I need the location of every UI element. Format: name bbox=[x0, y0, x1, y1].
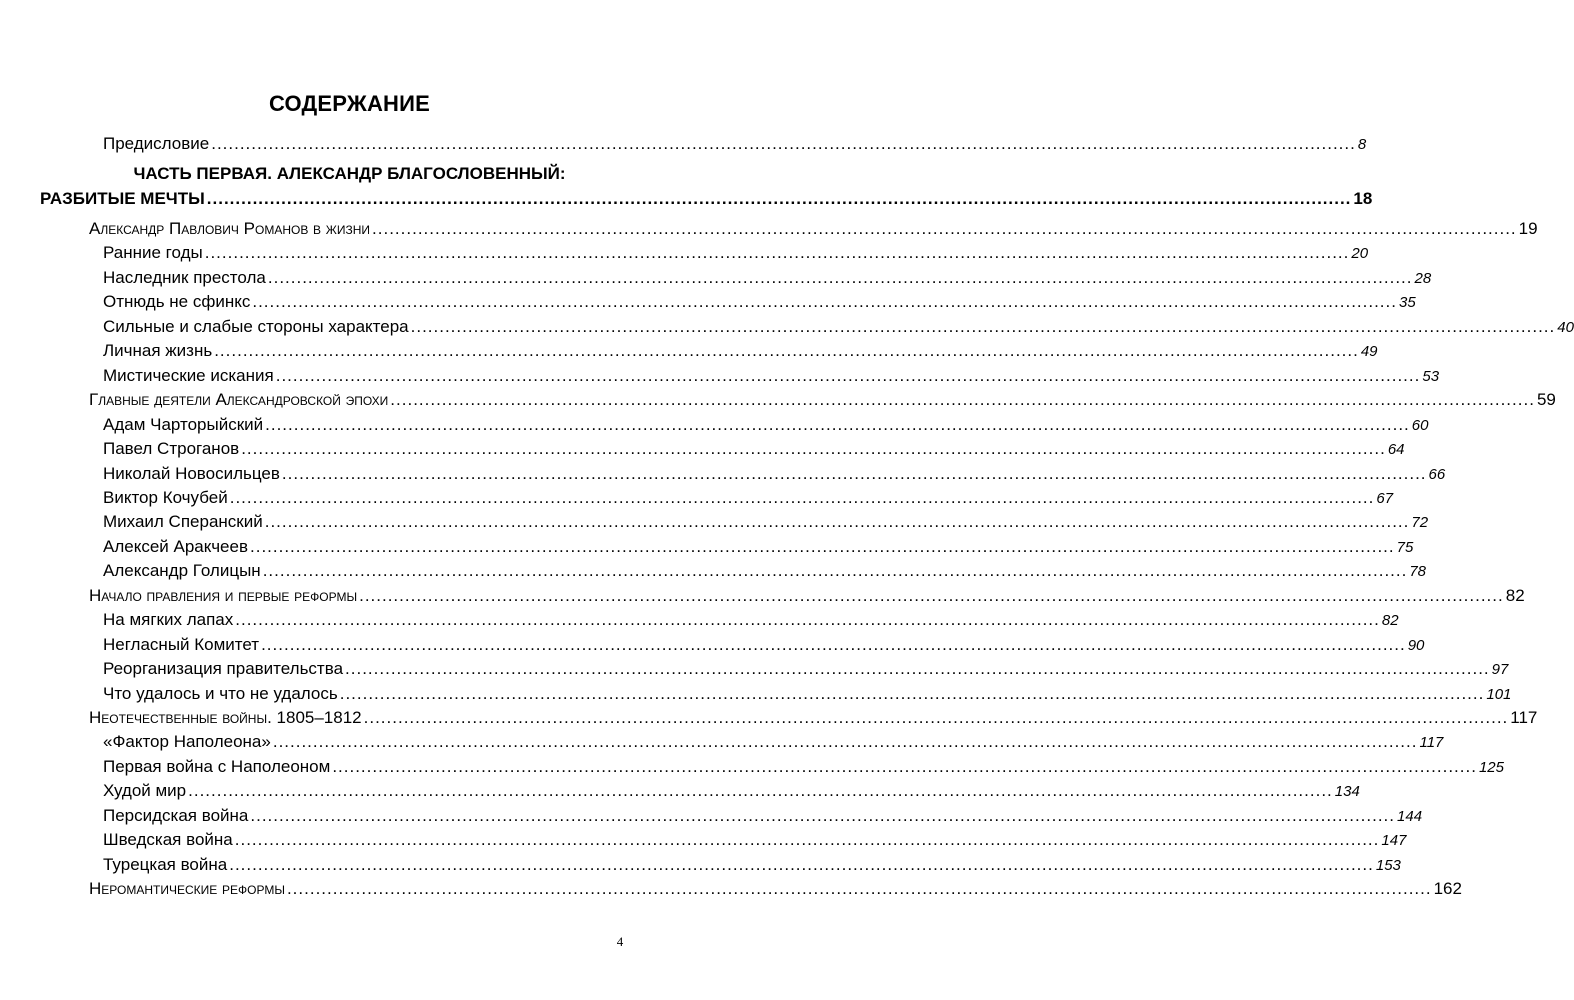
toc-entry-page: 8 bbox=[1357, 136, 1367, 153]
toc-section-entry bbox=[103, 463, 1446, 484]
toc-section-entry bbox=[103, 316, 1574, 337]
toc-section-entry bbox=[103, 243, 1369, 263]
toc-section-title: Худой мир bbox=[103, 781, 187, 801]
toc-entry-page: 72 bbox=[1411, 514, 1429, 532]
toc-chapter-entry bbox=[89, 390, 1556, 410]
toc-section-entry bbox=[103, 659, 1509, 679]
toc-chapter-entry bbox=[89, 879, 1462, 899]
toc-entry-page: 75 bbox=[1396, 538, 1414, 556]
leader-dots: ........................................................................................................................................................................................................ bbox=[188, 781, 1333, 801]
leader-dots: ........................................................................................................................................................................................................ bbox=[267, 267, 1413, 287]
toc-entry-page: 19 bbox=[1518, 219, 1538, 238]
leader-dots: ........................................................................................................................................................................................................ bbox=[363, 708, 1509, 727]
toc-section-title: Первая война с Наполеоном bbox=[103, 756, 331, 776]
toc-section-entry bbox=[103, 536, 1414, 557]
toc-chapter-title: Главные деятели Александровской эпохи bbox=[89, 390, 389, 410]
toc-section-entry bbox=[103, 610, 1399, 630]
toc-section-title: «Фактор Наполеона» bbox=[103, 732, 271, 752]
toc-section-entry bbox=[103, 634, 1425, 655]
toc-section-entry bbox=[103, 439, 1405, 459]
toc-section-title: Наследник престола bbox=[103, 267, 266, 287]
toc-entry-page: 82 bbox=[1505, 585, 1525, 605]
toc-section-title: На мягких лапах bbox=[103, 610, 234, 630]
leader-dots: ........................................................................................................................................................................................................ bbox=[235, 610, 1380, 630]
leader-dots: ........................................................................................................................................................................................................ bbox=[345, 659, 1490, 679]
toc-entry-page: 49 bbox=[1360, 343, 1378, 361]
toc-section-title: Алексей Аракчеев bbox=[103, 536, 248, 556]
toc-section-title: Негласный Комитет bbox=[103, 634, 260, 654]
toc-section-title: Адам Чарторыйский bbox=[103, 414, 264, 434]
toc-chapter-entry bbox=[89, 585, 1525, 606]
leader-dots: ........................................................................................................................................................................................................ bbox=[410, 316, 1556, 336]
toc-entry-page: 153 bbox=[1375, 856, 1401, 874]
leader-dots: ........................................................................................................................................................................................................ bbox=[229, 854, 1374, 874]
leader-dots: ........................................................................................................................................................................................................ bbox=[390, 390, 1535, 410]
part-title-line1: ЧАСТЬ ПЕРВАЯ. АЛЕКСАНДР БЛАГОСЛОВЕННЫЙ: bbox=[133, 164, 566, 183]
toc-section-title: Личная жизнь bbox=[103, 341, 213, 361]
toc-entry-page: 59 bbox=[1536, 390, 1556, 410]
toc-entry-title: Предисловие bbox=[103, 134, 210, 153]
toc-section-entry bbox=[103, 683, 1512, 704]
toc-section-entry bbox=[103, 341, 1378, 361]
leader-dots: ........................................................................................................................................................................................................ bbox=[261, 634, 1406, 654]
toc-entry-page: 117 bbox=[1510, 708, 1538, 727]
toc-chapter-entry bbox=[89, 219, 1538, 239]
toc-section-title: Персидская война bbox=[103, 805, 249, 825]
toc-entry-page: 60 bbox=[1411, 416, 1429, 434]
toc-section-title: Сильные и слабые стороны характера bbox=[103, 316, 409, 336]
leader-dots: ........................................................................................................................................................................................................ bbox=[332, 756, 1477, 776]
toc-section-entry bbox=[103, 805, 1423, 826]
leader-dots: ........................................................................................................................................................................................................ bbox=[359, 585, 1504, 605]
toc-section-title: Виктор Кочубей bbox=[103, 487, 228, 507]
leader-dots: ........................................................................................................................................................................................................ bbox=[265, 414, 1410, 434]
leader-dots: ........................................................................................................................................................................................................ bbox=[252, 292, 1397, 312]
leader-dots: ........................................................................................................................................................................................................ bbox=[272, 732, 1418, 752]
toc-section-entry bbox=[103, 732, 1444, 752]
leader-dots: ........................................................................................................................................................................................................ bbox=[206, 189, 1352, 208]
toc-entry-page: 125 bbox=[1478, 758, 1504, 776]
leader-dots: ........................................................................................................................................................................................................ bbox=[262, 561, 1408, 581]
toc-section-entry bbox=[103, 561, 1427, 581]
toc-section-title: Ранние годы bbox=[103, 243, 203, 263]
toc-chapter-title: Неотечественные войны. 1805–1812 bbox=[89, 708, 362, 727]
leader-dots: ........................................................................................................................................................................................................ bbox=[250, 536, 1395, 556]
toc-entry-page: 64 bbox=[1387, 441, 1405, 458]
toc-section-title: Николай Новосильцев bbox=[103, 463, 280, 483]
toc-entry-page: 117 bbox=[1419, 734, 1444, 752]
toc-entry-page: 97 bbox=[1491, 661, 1509, 679]
toc-entry-page: 78 bbox=[1409, 563, 1427, 581]
toc-entry-page: 144 bbox=[1397, 807, 1423, 825]
leader-dots: ........................................................................................................................................................................................................ bbox=[204, 243, 1350, 263]
toc-entry-page: 147 bbox=[1381, 832, 1407, 850]
toc-entry-page: 134 bbox=[1334, 783, 1360, 801]
page-number: 4 bbox=[616, 934, 624, 949]
toc-section-title: Александр Голицын bbox=[103, 561, 261, 581]
leader-dots: ........................................................................................................................................................................................................ bbox=[214, 341, 1359, 361]
toc-entry-page: 40 bbox=[1557, 318, 1574, 336]
leader-dots: ........................................................................................................................................................................................................ bbox=[275, 365, 1421, 385]
leader-dots: ........................................................................................................................................................................................................ bbox=[286, 879, 1432, 899]
toc-entry-preface bbox=[103, 134, 1367, 154]
toc-section-title: Шведская война bbox=[103, 830, 233, 850]
toc-chapter-title: Неромантические реформы bbox=[89, 879, 285, 899]
toc-section-entry bbox=[103, 487, 1394, 508]
toc-section-entry bbox=[103, 414, 1429, 435]
toc-section-entry bbox=[103, 365, 1440, 386]
leader-dots: ........................................................................................................................................................................................................ bbox=[234, 830, 1380, 850]
toc-section-entry bbox=[103, 292, 1416, 312]
leader-dots: ........................................................................................................................................................................................................ bbox=[229, 487, 1375, 507]
leader-dots: ........................................................................................................................................................................................................ bbox=[250, 805, 1396, 825]
toc-entry-page: 20 bbox=[1351, 245, 1369, 263]
toc-entry-part bbox=[40, 189, 1373, 209]
toc-section-entry bbox=[103, 781, 1360, 801]
leader-dots: ........................................................................................................................................................................................................ bbox=[281, 463, 1427, 483]
toc-section-title: Отнюдь не сфинкс bbox=[103, 292, 251, 312]
leader-dots: ........................................................................................................................................................................................................ bbox=[372, 219, 1517, 238]
toc-section-entry bbox=[103, 512, 1429, 532]
toc-section-entry bbox=[103, 267, 1432, 288]
toc-chapter-entry bbox=[89, 708, 1538, 728]
leader-dots: ........................................................................................................................................................................................................ bbox=[241, 439, 1386, 458]
toc-entry-page: 101 bbox=[1486, 685, 1512, 703]
toc-entry-page: 66 bbox=[1428, 465, 1446, 483]
toc-section-title: Что удалось и что не удалось bbox=[103, 683, 338, 703]
toc-entry-page: 18 bbox=[1353, 189, 1373, 208]
toc-section-entry bbox=[103, 830, 1407, 850]
toc-entry-page: 53 bbox=[1422, 367, 1440, 385]
toc-chapter-title: Александр Павлович Романов в жизни bbox=[89, 219, 371, 238]
toc-entry-page: 90 bbox=[1407, 636, 1425, 654]
leader-dots: ........................................................................................................................................................................................................ bbox=[339, 683, 1485, 703]
toc-entry-page: 35 bbox=[1398, 294, 1416, 312]
toc-section-entry bbox=[103, 756, 1504, 777]
toc-section-title: Мистические искания bbox=[103, 365, 274, 385]
toc-section-title: Турецкая война bbox=[103, 854, 228, 874]
leader-dots: ........................................................................................................................................................................................................ bbox=[264, 512, 1410, 532]
toc-section-title: Михаил Сперанский bbox=[103, 512, 263, 532]
page-title: СОДЕРЖАНИЕ bbox=[268, 91, 431, 116]
toc-section-entry bbox=[103, 854, 1401, 875]
toc-entry-page: 28 bbox=[1414, 269, 1432, 287]
toc-section-title: Павел Строганов bbox=[103, 439, 240, 458]
leader-dots: ........................................................................................................................................................................................................ bbox=[211, 134, 1356, 153]
toc-entry-page: 67 bbox=[1376, 489, 1394, 507]
toc-section-title: Реорганизация правительства bbox=[103, 659, 344, 679]
toc-chapter-title: Начало правления и первые реформы bbox=[89, 585, 358, 605]
toc-entry-page: 82 bbox=[1381, 612, 1399, 630]
toc-entry-page: 162 bbox=[1433, 879, 1462, 899]
part-title-line2: РАЗБИТЫЕ МЕЧТЫ bbox=[40, 189, 205, 208]
